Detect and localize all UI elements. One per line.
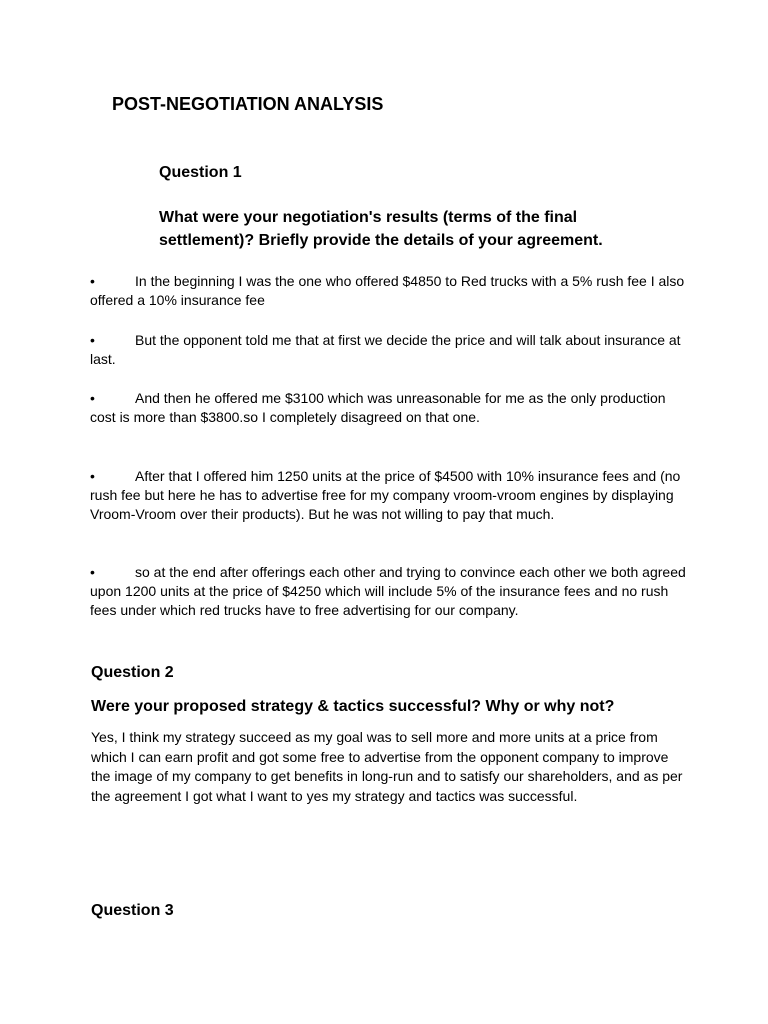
page-title: POST-NEGOTIATION ANALYSIS: [112, 94, 384, 114]
question-1-prompt: What were your negotiation's results (terms of the final settlement)? Briefly provide the details of your agreement.: [159, 209, 603, 249]
bullet-text: And then he offered me $3100 which was unreasonable for me as the only production cost is more than $3800.so I completely disagreed on that one.: [90, 390, 666, 425]
bullet-dot-icon: •: [90, 332, 95, 348]
question-2-answer: Yes, I think my strategy succeed as my goal was to sell more and more units at a price from which I can earn profit and got some free to advertise from the opponent company to improve the image of my company to get benefits in long-run and to satisfy our shareholders, and as per the agreement I got what I want to yes my strategy and tactics was successful.: [91, 729, 683, 804]
bullet-dot-icon: •: [90, 468, 95, 484]
bullet-dot-icon: •: [90, 390, 95, 406]
bullet-item: [90, 272, 690, 310]
question-3-heading: Question 3: [91, 902, 174, 919]
question-1-heading: Question 1: [159, 164, 242, 181]
bullet-item: [90, 389, 690, 427]
bullet-item: [90, 467, 690, 524]
question-2-heading: Question 2: [91, 664, 174, 681]
bullet-item: [90, 563, 690, 620]
bullet-dot-icon: •: [90, 564, 95, 580]
bullet-dot-icon: •: [90, 273, 95, 289]
bullet-text: so at the end after offerings each other and trying to convince each other we both agreed upon 1200 units at the price of $4250 which will include 5% of the insurance fees and no rush fees under which red trucks have to free advertising for our company.: [90, 564, 686, 618]
bullet-text: But the opponent told me that at first we decide the price and will talk about insurance at last.: [90, 332, 681, 367]
bullet-text: After that I offered him 1250 units at the price of $4500 with 10% insurance fees and (no rush fee but here he has to advertise free for my company vroom-vroom engines by displaying Vroom-Vroom over their products). But he was not willing to pay that much.: [90, 468, 681, 522]
bullet-item: [90, 331, 690, 369]
bullet-text: In the beginning I was the one who offered $4850 to Red trucks with a 5% rush fee I also offered a 10% insurance fee: [90, 273, 685, 308]
question-2-prompt: Were your proposed strategy & tactics successful? Why or why not?: [91, 698, 615, 715]
